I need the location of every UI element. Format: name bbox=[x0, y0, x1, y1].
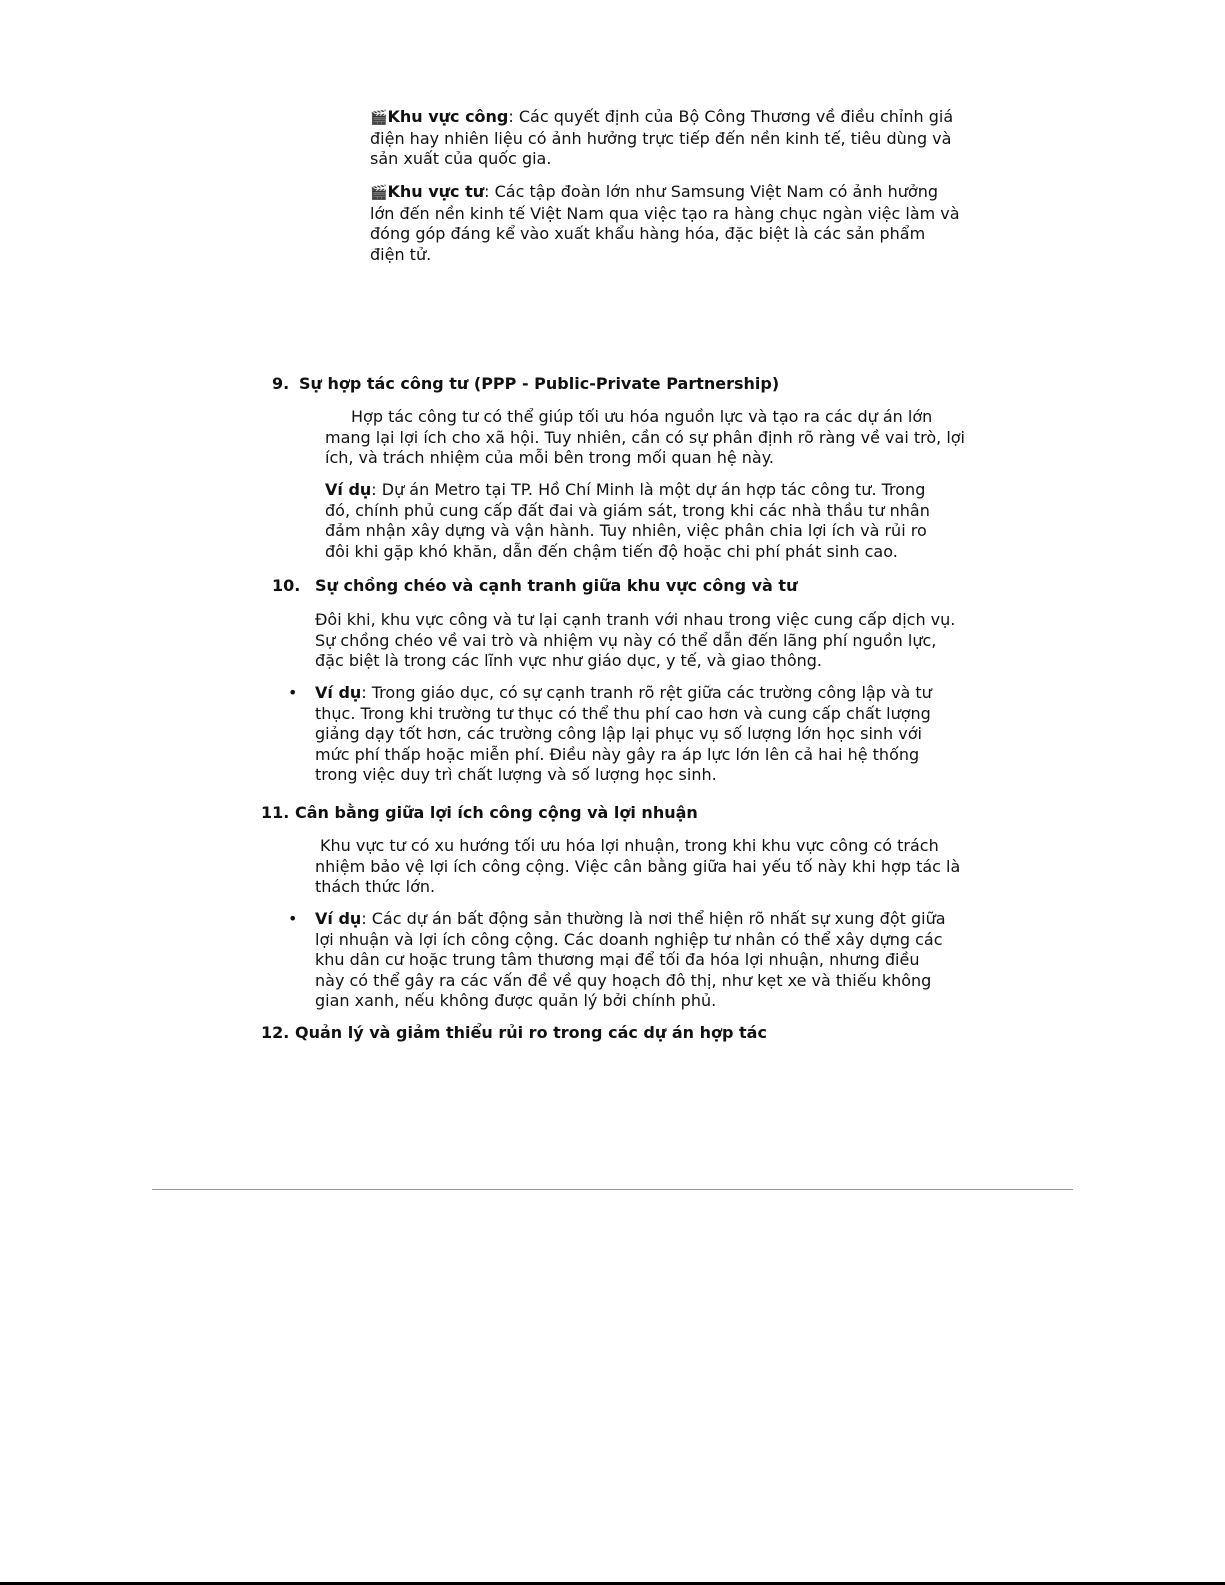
section-title: Sự chồng chéo và cạnh tranh giữa khu vực công và tư bbox=[315, 576, 798, 595]
section-heading-10 bbox=[272, 576, 972, 597]
section-number: 12. bbox=[261, 1023, 290, 1042]
page-divider bbox=[152, 1189, 1073, 1190]
section-number: 9. bbox=[272, 374, 290, 393]
section-body: Đôi khi, khu vực công và tư lại cạnh tranh với nhau trong việc cung cấp dịch vụ. Sự chồng chéo về vai trò và nhiệm vụ này có thể dẫn đến lãng phí nguồn lực, đặc biệt là trong các lĩnh vực như giáo dục, y tế, và giao thông. bbox=[315, 610, 956, 671]
clapperboard-icon: 🎬 bbox=[370, 110, 388, 126]
intro-item-text: : Các tập đoàn lớn như Samsung Việt Nam có ảnh hưởng lớn đến nền kinh tế Việt Nam qua việc tạo ra hàng chục ngàn việc làm và đóng góp đáng kể vào xuất khẩu hàng hóa, đặc biệt là các sản phẩm điện tử. bbox=[370, 182, 960, 264]
example-label: Ví dụ bbox=[315, 683, 362, 702]
section-number: 10. bbox=[272, 576, 301, 595]
intro-item-public bbox=[370, 107, 960, 170]
clapperboard-icon: 🎬 bbox=[370, 185, 388, 201]
intro-item-label: Khu vực tư bbox=[387, 182, 485, 201]
intro-item-text: : Các quyết định của Bộ Công Thương về điều chỉnh giá điện hay nhiên liệu có ảnh hưởng trực tiếp đến nền kinh tế, tiêu dùng và sản xuất của quốc gia. bbox=[370, 107, 954, 169]
section-number: 11. bbox=[261, 803, 290, 822]
section-example bbox=[325, 480, 955, 562]
example-text: : Các dự án bất động sản thường là nơi thể hiện rõ nhất sự xung đột giữa lợi nhuận và lợi ích công cộng. Các doanh nghiệp tư nhân có thể xây dựng các khu dân cư hoặc trung tâm thương mại để tối đa hóa lợi nhuận, nhưng điều này có thể gây ra các vấn đề về quy hoạch đô thị, như kẹt xe và thiếu không gian xanh, nếu không được quản lý bởi chính phủ. bbox=[315, 909, 946, 1011]
section-heading-12 bbox=[261, 1023, 961, 1044]
example-label: Ví dụ bbox=[315, 909, 362, 928]
section-heading-9 bbox=[272, 374, 972, 395]
intro-item-label: Khu vực công bbox=[387, 107, 509, 126]
section-title: Quản lý và giảm thiểu rủi ro trong các dự án hợp tác bbox=[295, 1023, 767, 1042]
section-body: Khu vực tư có xu hướng tối ưu hóa lợi nhuận, trong khi khu vực công có trách nhiệm bảo vệ lợi ích công cộng. Việc cân bằng giữa hai yếu tố này khi hợp tác là thách thức lớn. bbox=[315, 836, 961, 897]
example-label: Ví dụ bbox=[325, 480, 372, 499]
intro-item-private bbox=[370, 182, 960, 265]
example-text: : Trong giáo dục, có sự cạnh tranh rõ rệt giữa các trường công lập và tư thục. Trong khi trường tư thục có thể thu phí cao hơn và cung cấp chất lượng giảng dạy tốt hơn, các trường công lập lại phục vụ số lượng lớn học sinh với mức phí thấp hoặc miễn phí. Điều này gây ra áp lực lớn lên cả hai hệ thống trong việc duy trì chất lượng và số lượng học sinh. bbox=[315, 683, 932, 785]
bullet: • bbox=[288, 909, 298, 928]
section-title: Cân bằng giữa lợi ích công cộng và lợi nhuận bbox=[295, 803, 698, 822]
section-title: Sự hợp tác công tư (PPP - Public-Private Partnership) bbox=[299, 374, 780, 393]
example-text: : Dự án Metro tại TP. Hồ Chí Minh là một dự án hợp tác công tư. Trong đó, chính phủ cung cấp đất đai và giám sát, trong khi các nhà thầu tư nhân đảm nhận xây dựng và vận hành. Tuy nhiên, việc phân chia lợi ích và rủi ro đôi khi gặp khó khăn, dẫn đến chậm tiến độ hoặc chi phí phát sinh cao. bbox=[325, 480, 930, 561]
bullet: • bbox=[288, 683, 298, 702]
section-body: Hợp tác công tư có thể giúp tối ưu hóa nguồn lực và tạo ra các dự án lớn mang lại lợi ích cho xã hội. Tuy nhiên, cần có sự phân định rõ ràng về vai trò, lợi ích, và trách nhiệm của mỗi bên trong mối quan hệ này. bbox=[325, 407, 965, 468]
section-example bbox=[288, 683, 955, 786]
section-example bbox=[288, 909, 950, 1012]
section-heading-11 bbox=[261, 803, 961, 824]
